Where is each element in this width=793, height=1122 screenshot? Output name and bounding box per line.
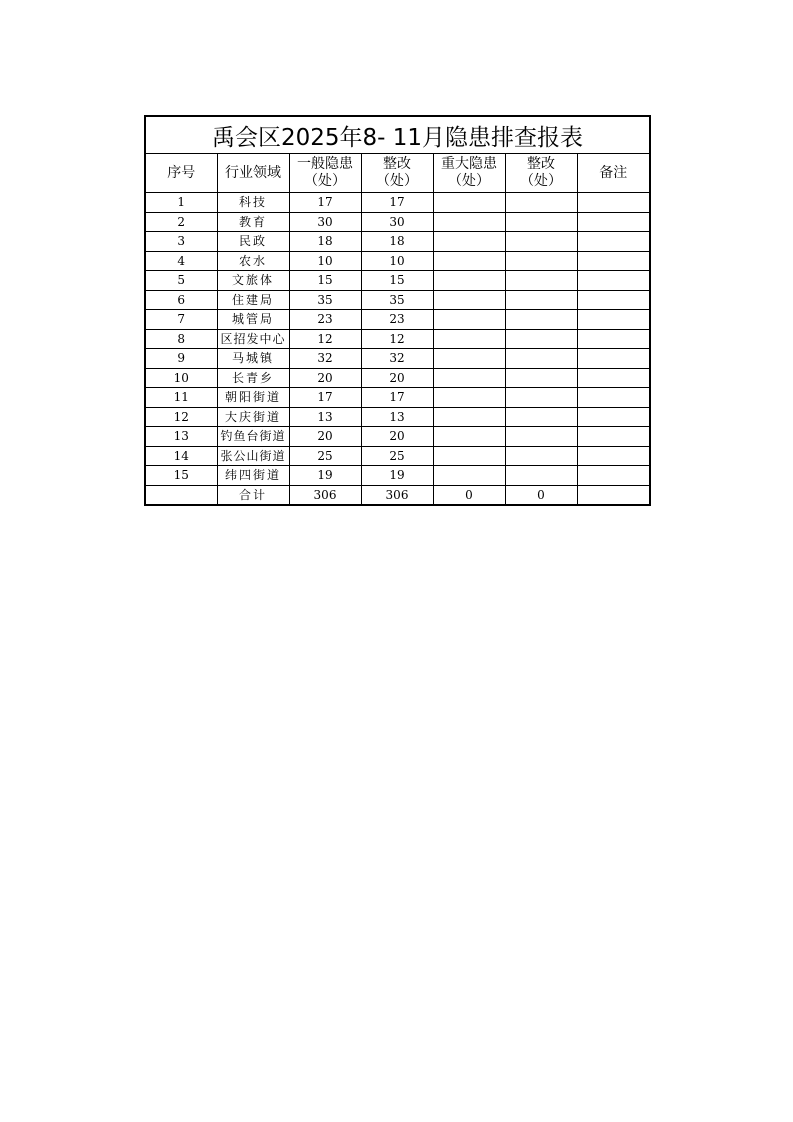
cell-major-rectified (505, 290, 577, 310)
cell-major-rectified (505, 368, 577, 388)
table-row (145, 271, 650, 291)
table-row (145, 290, 650, 310)
cell-rectified: 18 (361, 232, 433, 252)
cell-serial (145, 485, 217, 505)
table-row (145, 446, 650, 466)
cell-serial: 11 (145, 388, 217, 408)
cell-note (577, 427, 650, 447)
table-row (145, 349, 650, 369)
cell-note (577, 290, 650, 310)
cell-rectified: 306 (361, 485, 433, 505)
cell-rectified: 25 (361, 446, 433, 466)
cell-major-rectified (505, 232, 577, 252)
table-row (145, 466, 650, 486)
header-major-rectified: 整改 （处） (505, 154, 577, 193)
table-row (145, 251, 650, 271)
cell-major-rectified (505, 446, 577, 466)
cell-note (577, 310, 650, 330)
cell-field: 马城镇 (217, 349, 289, 369)
hazard-report-table (144, 115, 651, 506)
cell-field: 科技 (217, 193, 289, 213)
cell-serial: 7 (145, 310, 217, 330)
cell-field: 教育 (217, 212, 289, 232)
cell-rectified: 15 (361, 271, 433, 291)
cell-serial: 1 (145, 193, 217, 213)
cell-rectified: 23 (361, 310, 433, 330)
cell-note (577, 193, 650, 213)
cell-major-rectified (505, 212, 577, 232)
cell-general: 13 (289, 407, 361, 427)
cell-serial: 5 (145, 271, 217, 291)
cell-general: 25 (289, 446, 361, 466)
header-field: 行业领域 (217, 154, 289, 193)
cell-rectified: 10 (361, 251, 433, 271)
cell-field: 纬四街道 (217, 466, 289, 486)
cell-field: 文旅体 (217, 271, 289, 291)
cell-major (433, 271, 505, 291)
table-row (145, 388, 650, 408)
cell-major-rectified (505, 466, 577, 486)
table-row (145, 310, 650, 330)
cell-major-rectified (505, 329, 577, 349)
cell-major: 0 (433, 485, 505, 505)
cell-general: 20 (289, 427, 361, 447)
report-title: 禹会区2025年8- 11月隐患排查报表 (145, 116, 650, 154)
cell-general: 20 (289, 368, 361, 388)
cell-major (433, 212, 505, 232)
cell-rectified: 20 (361, 427, 433, 447)
cell-general: 32 (289, 349, 361, 369)
cell-major (433, 407, 505, 427)
cell-general: 23 (289, 310, 361, 330)
cell-general: 15 (289, 271, 361, 291)
cell-note (577, 329, 650, 349)
cell-major (433, 466, 505, 486)
cell-field: 住建局 (217, 290, 289, 310)
cell-major (433, 388, 505, 408)
total-row (145, 485, 650, 505)
cell-field: 合计 (217, 485, 289, 505)
cell-major-rectified (505, 427, 577, 447)
cell-major-rectified (505, 271, 577, 291)
cell-field: 区招发中心 (217, 329, 289, 349)
cell-field: 民政 (217, 232, 289, 252)
cell-note (577, 446, 650, 466)
cell-major (433, 193, 505, 213)
cell-serial: 14 (145, 446, 217, 466)
header-row (145, 154, 650, 193)
cell-field: 城管局 (217, 310, 289, 330)
cell-rectified: 20 (361, 368, 433, 388)
cell-note (577, 368, 650, 388)
cell-note (577, 407, 650, 427)
table-row (145, 232, 650, 252)
cell-note (577, 251, 650, 271)
cell-serial: 9 (145, 349, 217, 369)
cell-rectified: 17 (361, 193, 433, 213)
title-row (145, 116, 650, 154)
cell-major (433, 427, 505, 447)
cell-field: 朝阳街道 (217, 388, 289, 408)
cell-rectified: 17 (361, 388, 433, 408)
cell-rectified: 35 (361, 290, 433, 310)
cell-major (433, 290, 505, 310)
cell-note (577, 466, 650, 486)
cell-note (577, 485, 650, 505)
header-remarks: 备注 (577, 154, 650, 193)
cell-field: 张公山街道 (217, 446, 289, 466)
cell-field: 农水 (217, 251, 289, 271)
cell-major (433, 368, 505, 388)
cell-major-rectified (505, 349, 577, 369)
cell-rectified: 32 (361, 349, 433, 369)
cell-serial: 2 (145, 212, 217, 232)
cell-serial: 4 (145, 251, 217, 271)
cell-serial: 10 (145, 368, 217, 388)
cell-rectified: 13 (361, 407, 433, 427)
cell-note (577, 212, 650, 232)
table-row (145, 329, 650, 349)
cell-note (577, 349, 650, 369)
cell-major (433, 232, 505, 252)
header-general-hazards: 一般隐患 （处） (289, 154, 361, 193)
cell-major (433, 310, 505, 330)
cell-general: 35 (289, 290, 361, 310)
table-row (145, 427, 650, 447)
cell-note (577, 388, 650, 408)
cell-note (577, 271, 650, 291)
cell-field: 大庆街道 (217, 407, 289, 427)
table-row (145, 368, 650, 388)
cell-field: 长青乡 (217, 368, 289, 388)
table-row (145, 212, 650, 232)
cell-field: 钓鱼台街道 (217, 427, 289, 447)
cell-major (433, 251, 505, 271)
header-major-hazards: 重大隐患 （处） (433, 154, 505, 193)
cell-general: 19 (289, 466, 361, 486)
cell-general: 30 (289, 212, 361, 232)
cell-serial: 15 (145, 466, 217, 486)
cell-general: 17 (289, 193, 361, 213)
cell-major-rectified (505, 310, 577, 330)
table-row (145, 193, 650, 213)
table-row (145, 407, 650, 427)
cell-major-rectified (505, 251, 577, 271)
cell-major (433, 349, 505, 369)
cell-rectified: 30 (361, 212, 433, 232)
cell-note (577, 232, 650, 252)
header-rectified: 整改 （处） (361, 154, 433, 193)
cell-general: 10 (289, 251, 361, 271)
cell-major-rectified (505, 388, 577, 408)
cell-major-rectified (505, 193, 577, 213)
cell-major-rectified (505, 407, 577, 427)
cell-general: 18 (289, 232, 361, 252)
cell-serial: 8 (145, 329, 217, 349)
cell-general: 306 (289, 485, 361, 505)
cell-serial: 12 (145, 407, 217, 427)
header-serial: 序号 (145, 154, 217, 193)
cell-serial: 3 (145, 232, 217, 252)
cell-major-rectified: 0 (505, 485, 577, 505)
cell-rectified: 19 (361, 466, 433, 486)
cell-serial: 13 (145, 427, 217, 447)
cell-major (433, 329, 505, 349)
cell-general: 17 (289, 388, 361, 408)
cell-general: 12 (289, 329, 361, 349)
cell-major (433, 446, 505, 466)
cell-rectified: 12 (361, 329, 433, 349)
cell-serial: 6 (145, 290, 217, 310)
